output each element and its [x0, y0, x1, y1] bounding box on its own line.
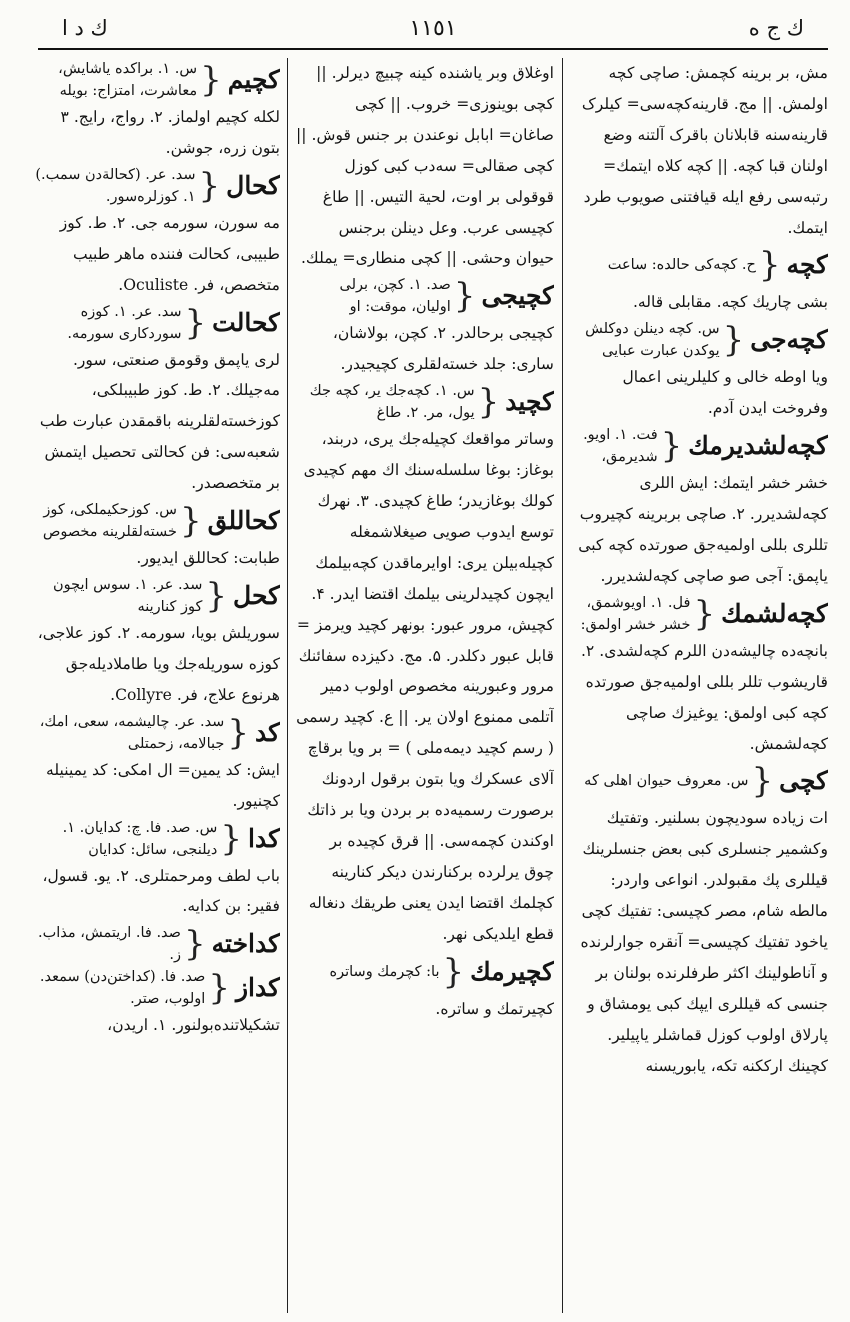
grammar-note: س. ۱. کچه‌جك یر، کچه جك یول، مر. ۲. طاغ [309, 383, 475, 422]
headword: كچه‌لشدیرمك [688, 431, 828, 461]
entry-text: تشکیلاتنده‌بولنور. ۱. اریدن، [107, 1016, 280, 1035]
brace-icon: { [693, 593, 716, 634]
header-right-letters: ك ج ه [748, 16, 804, 40]
headword: كچیجی [481, 281, 554, 311]
headword: كچی [779, 766, 828, 796]
dictionary-entry [28, 574, 280, 711]
brace-icon: { [220, 818, 243, 859]
brace-icon: { [453, 276, 476, 317]
headword: كد [254, 717, 280, 747]
column-left [28, 58, 280, 1313]
entry-continuation [570, 58, 828, 243]
dictionary-entry [296, 380, 554, 949]
dictionary-entry [570, 759, 828, 1081]
headword: كچه‌جی [750, 325, 828, 355]
grammar-note: س. صد. فا. چ: کدایان. ۱. دیلنجی، سائل: کدایان [62, 819, 218, 858]
entry-text: لری یاپمق وقومق صنعتی، سور. مه‌جیلك. ۲. ط. کوز طبیبلکی، کوزخسته‌لقلرینه باقمقدن عبارت طب شعبه‌سی: فن کحالتی تحصیل ایتمش بر متخصصدر. [39, 350, 280, 493]
entry-text: مش، بر برینه کچمش: صاچی کچه اولمش. || مج. قارینه‌کچه‌سی= کیلرک قارینه‌سنه قابلانان باقرک آلتنه وضع اولنان قبا کچه. || کچه کلاه ایتمك= رتبه‌سی رفع ایله قیافتنی صویوب طرد ایتمك. [581, 64, 828, 237]
header-left-letters: ك د ا [62, 16, 108, 40]
brace-icon: { [751, 761, 774, 802]
brace-icon: { [205, 575, 228, 616]
entry-text: ویا اوطه خالی و کلیلرینی اعمال وفروخت ایدن آدم. [622, 368, 828, 418]
brace-icon: { [198, 165, 221, 206]
column-middle [296, 58, 554, 1313]
brace-icon: { [227, 712, 249, 753]
brace-icon: { [184, 302, 207, 343]
entry-text: ایش: کد یمین= ال امکی: کد یمینیله کچنیور. [46, 760, 280, 810]
dictionary-entry [570, 592, 828, 760]
dictionary-entry [28, 499, 280, 574]
brace-icon: { [758, 245, 781, 286]
dictionary-entry [28, 922, 280, 966]
brace-icon: { [183, 924, 206, 965]
column-right [570, 58, 828, 1313]
headword: كدا [248, 823, 280, 853]
dictionary-entry [28, 817, 280, 923]
dictionary-entry [28, 301, 280, 500]
entry-text: ات زیاده سودیچون بسلنیر. وتفتیك وکشمیر جنسلری کبی بعض جنسلرینك قیللری پك مقبولدر. انواعی واردر: مالطه شام، مصر کچیسی: تفتیك کچی یاخود تفتیك کچیسی= آنقره جوارلرنده و آناطولینك اکثر طرفلرنده بولنان بر جنسی که قیللری ایپك کبی یومشاق و پارلاق اولوب کوزل قماشلر یاپیلیر. کچینك ارککنه تکه، یابوریسنه [580, 809, 828, 1075]
page-number: ١١٥١ [409, 16, 457, 41]
grammar-note: فت. ۱. اویو. شدیرمق، [583, 427, 658, 466]
headword: كچیرمك [470, 956, 554, 986]
brace-icon: { [477, 382, 500, 423]
headword: كداز [235, 973, 280, 1003]
dictionary-entry [296, 950, 554, 1025]
brace-icon: { [179, 501, 202, 542]
grammar-note: س. کوزحکیملکی، کوز خسته‌لقلرینه مخصوص [42, 502, 177, 541]
entry-text: کچیرتمك و ساتره. [435, 999, 554, 1018]
grammar-note: س. معروف حیوان اهلی که [584, 773, 749, 790]
brace-icon: { [660, 426, 683, 467]
brace-icon: { [442, 951, 465, 992]
entry-text: بانچه‌ده چالیشه‌دن اللرم کچه‌لشدی. ۲. قاریشوب تللر بللی اولمیه‌جق صورتده کچه کبی اولمق: یوغیزك صاچی کچه‌لشمش. [580, 641, 828, 753]
entry-text: طبابت: کحاللق ایدیور. [136, 549, 280, 568]
headword: كداخته [211, 929, 280, 959]
dictionary-entry [28, 164, 280, 301]
headword: كچه‌لشمك [721, 598, 828, 628]
grammar-note: صد. فا. اریتمش، مذاب. ز. [38, 925, 181, 964]
grammar-note: س. ۱. براکده یاشایش، معاشرت، امتزاج: بویله [58, 61, 198, 99]
grammar-note: سد. عر. (کحالة‌دن سمب.) ۱. کوزلره‌سور. [35, 166, 196, 205]
page-header [38, 14, 828, 48]
headword: كچید [505, 387, 554, 417]
entry-text: مه سورن، سورمه جی. ۲. ط. کوز طبیبی، کحالت فننده ماهر طبیب متخصص، فر. Oculiste. [59, 213, 280, 294]
headword: كحاللق [207, 506, 280, 536]
grammar-note: ح. کچه‌کی حالده: ساعت [607, 257, 756, 274]
headword: كچیم [227, 65, 280, 94]
grammar-note: فل. ۱. اویوشمق، خشر خشر اولمق: [580, 594, 691, 633]
dictionary-entry [296, 274, 554, 380]
dictionary-entry [570, 424, 828, 592]
grammar-note: صد. ۱. کچن، برلی اولیان، موقت: او [339, 277, 451, 316]
entry-text: خشر خشر ایتمك: ایش اللری کچه‌لشدیرر. ۲. صاچی بربرینه کچیروب تللری بللی اولمیه‌جق صورتده کچه کبی یاپمق: آجی صو صاچی کچه‌لشدیرر. [578, 474, 828, 585]
headword: كحالت [212, 307, 280, 337]
grammar-note: سد. عر. ۱. سوس ایچون کوز کنارینه [52, 576, 203, 615]
headword: كحل [233, 580, 280, 610]
dictionary-entry [570, 318, 828, 424]
entry-text: سوریلش بویا، سورمه. ۲. کوز علاجی، کوزه سوریله‌جك ویا طاملادیله‌جق هرنوع علاج، فر. Collyre. [37, 623, 280, 704]
header-rule [38, 48, 828, 50]
grammar-note: با: کچرمك وساتره [329, 963, 440, 980]
entry-text: بشی چاریك کچه. مقابلی قاله. [632, 293, 828, 312]
headword: كحال [226, 170, 280, 200]
entry-text: وساتر مواقعك کچیله‌جك یری، دربند، بوغاز: بوغا سلسله‌سنك اك مهم کچیدی کولك بوغازیدر؛ طاغ کچیدی. ۳. نهرك توسع ایدوب صویی صیغلاشمغله کچیله‌بیلن یری: اوایرماقدن کچه‌بیلمك ایچون کچیدلرینی بیلمك اقتضا ایدر. ۴. کچیش، مرور عبور: بونهر کچید ویرمز = قابل عبور دکلدر. ۵. مج. دکیزده سفائنك مرور وعبورینه مخصوص اولوب دمیر آتلمی ممنوع اولان یر. || ع. کچید رسمی ( رسم کچید دیمه‌ملی ) = بر ویا برقاچ آلای عسکرك ویا بتون برقول اردونك برصورت رسمیه‌ده بر بردن ویا بر ذاتك اوکندن کچمه‌سی. || قرق کچیده بر چوق یرلرده برکنارندن دیکر کنارینه کچلمك اقتضا ایدن یعنی طریقك دنغاله قطع ایلدیکی نهر. [296, 430, 554, 943]
entry-text: لکله کچیم اولماز. ۲. رواج، رایج. ۳ بتون زره، جوشن. [60, 108, 280, 157]
dictionary-entry [28, 711, 280, 817]
headword: كچه [786, 250, 828, 280]
dictionary-entry [28, 966, 280, 1041]
brace-icon: { [208, 968, 230, 1009]
grammar-note: سد. عر. ۱. کوزه سوردکاری سورمه. [67, 303, 182, 342]
grammar-note: سد. عر. چالیشمه، سعی، امك، جبالامه، زحمتلی [39, 713, 225, 752]
grammar-note: س. کچه دینلن دوکلش یوکدن عبارت عبایی [585, 321, 720, 360]
dictionary-entry [28, 58, 280, 164]
column-divider [287, 58, 288, 1313]
brace-icon: { [722, 320, 745, 361]
dictionary-entry [570, 243, 828, 318]
entry-continuation [296, 58, 554, 274]
grammar-note: صد. فا. (کداختن‌دن) سمعد. اولوب، صتر. [39, 969, 206, 1008]
entry-text: باب لطف ومرحمتلری. ۲. یو. قسول، فقیر: بن کدایه. [42, 866, 280, 916]
column-divider [562, 58, 563, 1313]
entry-text: کچیجی برحالدر. ۲. کچن، بولاشان، ساری: جلد خسته‌لقلری کچیجیدر. [332, 324, 554, 374]
entry-text: اوغلاق وبر یاشنده کینه چبیچ دیرلر. || کچی بوینوزی= خروب. || کچی صاغان= ابابل نوعندن بر جنس قوش. || کچی صقالی= سه‌دب کبی کوزل قوقولی بر اوت، لحیة التیس. || طاغ کچیسی عرب. وعل دینلن برجنس حیوان وحشی. || کچی منطاری= یملك. [296, 64, 554, 268]
brace-icon: { [200, 60, 222, 100]
